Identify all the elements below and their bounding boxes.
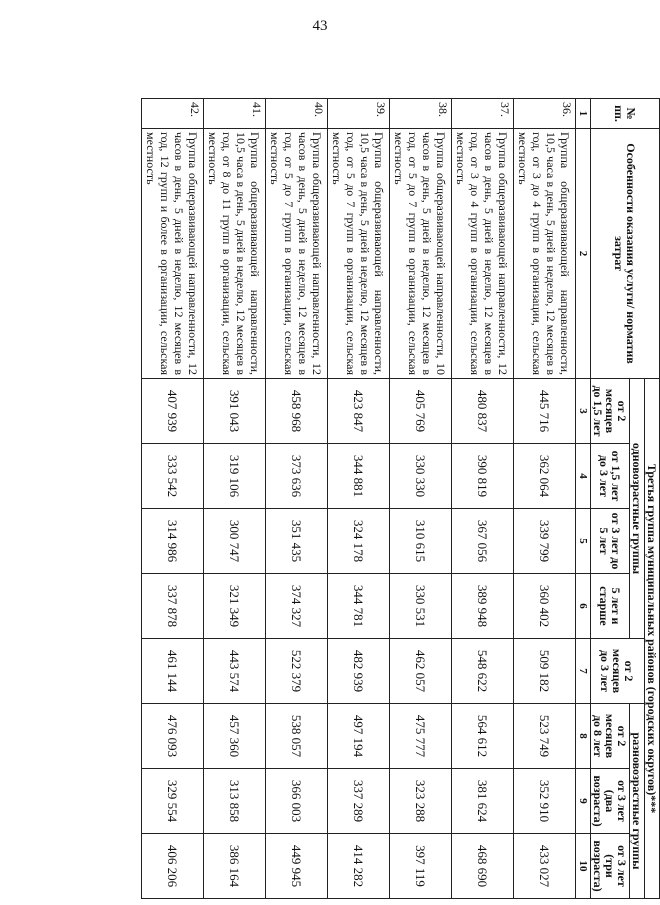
header-age-3: от 3 лет до 5 лет (591, 509, 630, 574)
cost-value: 360 402 (514, 574, 576, 639)
cost-value: 406 206 (142, 834, 204, 899)
header-description: Особенности оказания услуги/ норматив затрат (591, 129, 660, 379)
header-age-6: от 2 месяцев до 8 лет (591, 704, 630, 769)
header-age-8: от 3 лет (три возраста) (591, 834, 630, 899)
cost-value: 405 769 (390, 379, 452, 444)
cost-value: 323 288 (390, 769, 452, 834)
cost-value: 433 027 (514, 834, 576, 899)
table-row (452, 99, 514, 899)
row-number: 39. (328, 99, 390, 129)
cost-value: 522 379 (266, 639, 328, 704)
cost-value: 362 064 (514, 444, 576, 509)
row-number: 38. (390, 99, 452, 129)
cost-value: 497 194 (328, 704, 390, 769)
table-row (328, 99, 390, 899)
cost-value: 397 119 (390, 834, 452, 899)
table-row (390, 99, 452, 899)
colnum: 2 (576, 129, 591, 379)
cost-value: 445 716 (514, 379, 576, 444)
cost-value: 319 106 (204, 444, 266, 509)
cost-value: 538 057 (266, 704, 328, 769)
cost-standards-table (141, 98, 660, 899)
row-description: Группа общеразвивающей направленности, 10,5 часа в день, 5 дней в неделю, 12 месяцев в год, от 8 до 11 групп в организации, сельская местность (204, 129, 266, 379)
cost-value: 449 945 (266, 834, 328, 899)
table-row (204, 99, 266, 899)
cost-value: 461 144 (142, 639, 204, 704)
row-description: Группа общеразвивающей направленности, 12 часов в день, 5 дней в неделю, 12 месяцев в год, 12 групп и более в организации, сельская местность (142, 129, 204, 379)
cost-value: 391 043 (204, 379, 266, 444)
cost-value: 407 939 (142, 379, 204, 444)
row-number: 41. (204, 99, 266, 129)
cost-value: 480 837 (452, 379, 514, 444)
table-row (142, 99, 204, 899)
cost-value: 330 330 (390, 444, 452, 509)
cost-value: 310 615 (390, 509, 452, 574)
row-description: Группа общеразвивающей направленности, 10,5 часа в день, 5 дней в неделю, 12 месяцев в год, от 3 до 4 групп в организации, сельская местность (514, 129, 576, 379)
column-numbers-row (576, 99, 591, 899)
cost-value: 386 164 (204, 834, 266, 899)
row-description: Группа общеразвивающей направленности, 12 часов в день, 5 дней в неделю, 12 месяцев в год, от 5 до 7 групп в организации, сельская местность (266, 129, 328, 379)
cost-value: 351 435 (266, 509, 328, 574)
cost-value: 414 282 (328, 834, 390, 899)
cost-value: 381 624 (452, 769, 514, 834)
cost-value: 352 910 (514, 769, 576, 834)
cost-value: 339 799 (514, 509, 576, 574)
cost-value: 548 622 (452, 639, 514, 704)
header-age-1: от 2 месяцев до 1,5 лет (591, 379, 630, 444)
colnum: 7 (576, 639, 591, 704)
cost-value: 523 749 (514, 704, 576, 769)
cost-value: 374 327 (266, 574, 328, 639)
cost-value: 313 858 (204, 769, 266, 834)
header-age-5: от 2 месяцев до 3 лет (591, 639, 645, 704)
row-number: 40. (266, 99, 328, 129)
row-description: Группа общеразвивающей направленности, 10 часов в день, 5 дней в неделю, 12 месяцев в год, от 5 до 7 групп в организации, сельская местность (390, 129, 452, 379)
cost-value: 333 542 (142, 444, 204, 509)
cost-value: 330 531 (390, 574, 452, 639)
cost-value: 468 690 (452, 834, 514, 899)
cost-value: 373 636 (266, 444, 328, 509)
cost-value: 423 847 (328, 379, 390, 444)
row-description: Группа общеразвивающей направленности, 12 часов в день, 5 дней в неделю, 12 месяцев в год, от 3 до 4 групп в организации, сельская местность (452, 129, 514, 379)
header-age-2: от 1,5 лет до 3 лет (591, 444, 630, 509)
cost-value: 390 819 (452, 444, 514, 509)
header-same-age: одновозрастные группы (630, 379, 645, 639)
colnum: 3 (576, 379, 591, 444)
cost-value: 337 289 (328, 769, 390, 834)
row-description: Группа общеразвивающей направленности, 10,5 часа в день, 5 дней в неделю, 12 месяцев в год, от 5 до 7 групп в организации, сельская местность (328, 129, 390, 379)
colnum: 8 (576, 704, 591, 769)
colnum: 10 (576, 834, 591, 899)
cost-value: 475 777 (390, 704, 452, 769)
row-number: 37. (452, 99, 514, 129)
cost-value: 321 349 (204, 574, 266, 639)
cost-value: 367 056 (452, 509, 514, 574)
colnum: 4 (576, 444, 591, 509)
cost-value: 366 003 (266, 769, 328, 834)
cost-value: 389 948 (452, 574, 514, 639)
rotated-table-container (140, 98, 660, 898)
header-age-7: от 3 лет (два возраста) (591, 769, 630, 834)
cost-value: 462 057 (390, 639, 452, 704)
cost-value: 458 968 (266, 379, 328, 444)
cost-value: 344 881 (328, 444, 390, 509)
cost-value: 476 093 (142, 704, 204, 769)
header-age-4: 5 лет и старше (591, 574, 630, 639)
colnum: 5 (576, 509, 591, 574)
header-mixed-age: разновозрастные группы (630, 704, 645, 899)
cost-value: 300 747 (204, 509, 266, 574)
cost-value: 329 554 (142, 769, 204, 834)
row-number: 42. (142, 99, 204, 129)
cost-value: 324 178 (328, 509, 390, 574)
cost-value: 314 986 (142, 509, 204, 574)
table-row (514, 99, 576, 899)
cost-value: 344 781 (328, 574, 390, 639)
colnum: 1 (576, 99, 591, 129)
cost-value: 509 182 (514, 639, 576, 704)
cost-value: 457 360 (204, 704, 266, 769)
cost-value: 564 612 (452, 704, 514, 769)
cost-value: 443 574 (204, 639, 266, 704)
table-body (142, 99, 576, 899)
page-number: 43 (312, 18, 328, 34)
colnum: 6 (576, 574, 591, 639)
table-row (266, 99, 328, 899)
header-group-title: Третья группа муниципальных районов (городских округов)*** (645, 379, 660, 899)
colnum: 9 (576, 769, 591, 834)
header-number: № пп. (591, 99, 660, 129)
cost-value: 482 939 (328, 639, 390, 704)
cost-value: 337 878 (142, 574, 204, 639)
row-number: 36. (514, 99, 576, 129)
